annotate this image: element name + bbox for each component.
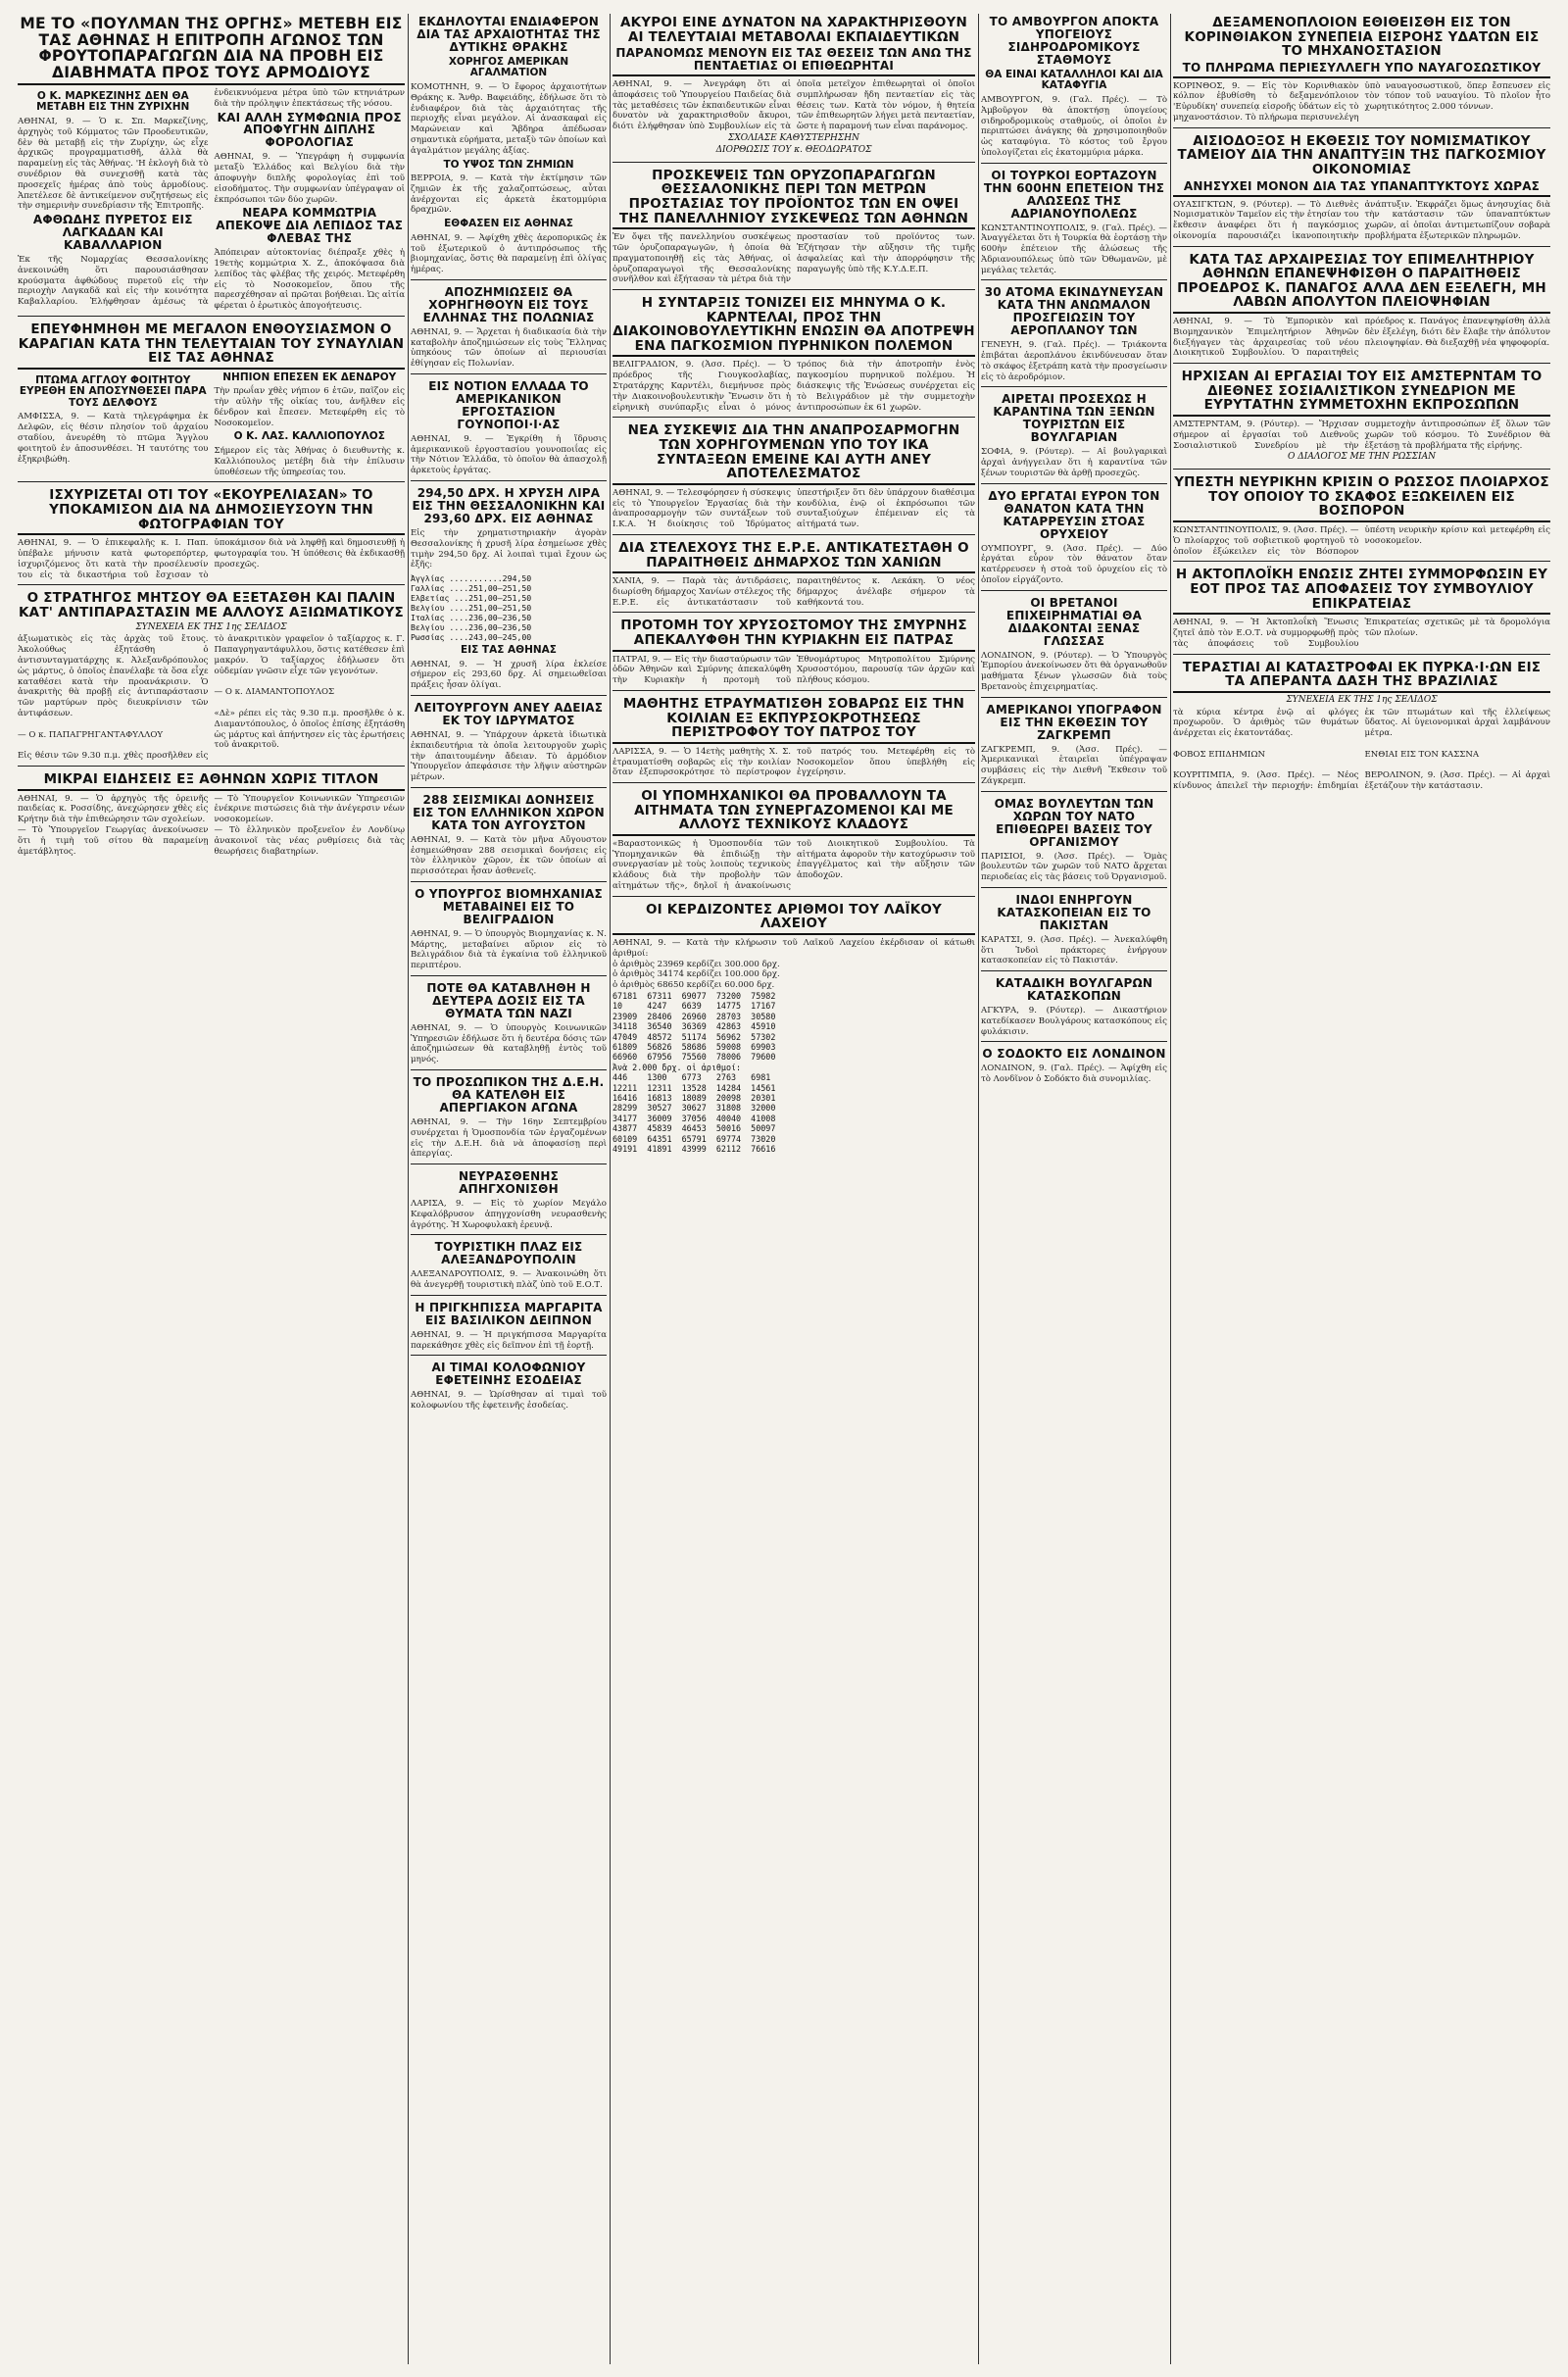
section-note: ΔΙΟΡΘΩΣΙΣ ΤΟΥ κ. ΘΕΟΔΩΡΑΤΟΣ	[715, 144, 872, 155]
subheadline: ΤΟ ΥΨΟΣ ΤΩΝ ΖΗΜΙΩΝ	[443, 158, 574, 171]
article-body: ΑΘΗΝΑΙ, 9. — Τελεσφόρησεν ἡ σύσκεψις εἰς τὸ Ὑπουργεῖον Ἐργασίας διὰ τὴν ἀναπροσαρμογὴν τῶν συντάξεων τοῦ Ι.Κ.Α. Ἡ διοίκησις τοῦ Ἱδρύματος ὑπεστήριξεν ὅτι δὲν ὑπάρχουν διαθέσιμα κονδύλια, ἐνῷ οἱ ἐκπρόσωποι τῶν συνταξιούχων ἐπέμειναν εἰς τὰ αἰτήματά των.	[612, 487, 978, 530]
column-4	[981, 14, 1170, 2364]
article-body: ΑΘΗΝΑΙ, 9. — Ἐγκρίθη ἡ ἵδρυσις ἀμερικανικοῦ ἐργοστασίου γουνοποιΐας εἰς τὴν Νότιον Ἑλλάδα, τὸ ὁποῖον θὰ ἀπασχολῇ ἀρκετοὺς ἐργάτας.	[411, 433, 610, 476]
article-body: Ἐν ὄψει τῆς πανελληνίου συσκέψεως τῶν ὀρυζοπαραγωγῶν, ἡ ὁποία θὰ πραγματοποιηθῇ εἰς τὰς Ἀθήνας, οἱ ὀρυζοπαραγωγοὶ τῆς Θεσσαλονίκης συνῆλθον καὶ ἐξήτασαν τὰ μέτρα διὰ τὴν προστασίαν τοῦ προϊόντος των. Ἐζήτησαν τὴν αὔξησιν τῆς τιμῆς ἀσφαλείας καὶ τὴν ἀπορρόφησιν τῆς παραγωγῆς ὑπὸ τῆς Κ.Υ.Δ.Ε.Π.	[612, 232, 978, 285]
lottery-numbers: 67181 67311 69077 73200 75982 10 4247 6639 14775 17167 23909 28406 26960 28703 30580 34118 36540 36369 42863 45910 47049 48572 51174 56962 57302 61809 56826 58686 59008 69903 66960 67956 75560 78006 79600 Ἀνὰ 2.000 δρχ. οἱ ἀριθμοί: 446 1300 6773 2763 6981 12211 12311 13528 14284 14561 16416 16813 18089 20098 20301 28299 30527 30627 31808 32000 34177 36009 37056 40040 41008 43877 45839 46453 50016 50097 60109 64351 65791 69774 73020 49191 41891 43999 62112 76616	[612, 991, 776, 1155]
column-5	[1173, 14, 1553, 2364]
headline: ΑΚΥΡΟΙ ΕΙΝΕ ΔΥΝΑΤΟΝ ΝΑ ΧΑΡΑΚΤΗΡΙΣΘΟΥΝ ΑΙ ΤΕΛΕΥΤΑΙΑΙ ΜΕΤΑΒΟΛΑΙ ΕΚΠΑΙΔΕΥΤΙΚΩΝ	[619, 15, 968, 45]
headline: ΔΕΞΑΜΕΝΟΠΛΟΙΟΝ ΕΘΙΘΕΙΣΘΗ ΕΙΣ ΤΟΝ ΚΟΡΙΝΘΙΑΚΟΝ ΣΥΝΕΠΕΙΑ ΕΙΣΡΟΗΣ ΥΔΑΤΩΝ ΕΙΣ ΤΟ ΜΗΧΑΝΟΣΤΑΣΙΟΝ	[1184, 15, 1540, 60]
article-general-mitsou	[18, 591, 405, 767]
article-short-news	[18, 772, 405, 861]
article-body: ΑΘΗΝΑΙ, 9. — Ὁ ὑπουργὸς Κοινωνικῶν Ὑπηρεσιῶν ἐδήλωσε ὅτι ἡ δευτέρα δόσις τῶν ἀποζημιώσεων θὰ καταβληθῇ ἐντὸς τοῦ μηνός.	[411, 1022, 610, 1065]
headline: 288 ΣΕΙΣΜΙΚΑΙ ΔΟΝΗΣΕΙΣ ΕΙΣ ΤΟΝ ΕΛΛΗΝΙΚΟΝ ΧΩΡΟΝ ΚΑΤΑ ΤΟΝ ΑΥΓΟΥΣΤΟΝ	[413, 792, 605, 832]
subheadline: ΕΘΦΑΣΕΝ ΕΙΣ ΑΘΗΝΑΣ	[444, 218, 573, 230]
section-note: ΣΧΟΛΙΑΣΕ ΚΑΘΥΣΤΕΡΗΣΗΝ	[728, 133, 859, 144]
article-karagian	[18, 322, 408, 482]
article-body: ΑΜΒΟΥΡΓΟΝ, 9. (Γαλ. Πρές). — Τὸ Ἀμβοῦργον θὰ ἀποκτήσῃ ὑπογείους σιδηροδρομικοὺς σταθμούς, οἱ ὁποῖοι ἐν περιπτώσει ἀνάγκης θὰ χρησιμοποιηθοῦν ὡς καταφύγια. Τὸ κόστος τοῦ ἔργου ὑπολογίζεται εἰς ἑκατομμύρια μάρκα.	[981, 94, 1170, 158]
headline: ΝΕΑΡΑ ΚΟΜΜΩΤΡΙΑ ΑΠΕΚΟΨΕ ΔΙΑ ΛΕΠΙΔΟΣ ΤΑΣ ΦΛΕΒΑΣ ΤΗΣ	[216, 206, 404, 246]
headline: ΔΥΟ ΕΡΓΑΤΑΙ ΕΥΡΟΝ ΤΟΝ ΘΑΝΑΤΟΝ ΚΑΤΑ ΤΗΝ ΚΑΤΑΡΡΕΥΣΙΝ ΣΤΟΑΣ ΟΡΥΧΕΙΟΥ	[988, 488, 1160, 541]
article-body: ΛΟΝΔΙΝΟΝ, 9. (Ρόυτερ). — Ὁ Ὑπουργὸς Ἐμπορίου ἀνεκοίνωσεν ὅτι θὰ ὀργανωθοῦν μαθήματα ξένων γλωσσῶν διὰ τοὺς Βρετανοὺς ἐπιχειρηματίας.	[981, 650, 1170, 692]
article-dei-strike	[411, 1075, 610, 1164]
column-2	[411, 14, 610, 2364]
headline: ΙΣΧΥΡΙΖΕΤΑΙ ΟΤΙ ΤΟΥ «ΕΚΟΥΡΕΛΙΑΣΑΝ» ΤΟ ΥΠΟΚΑΜΙΣΟΝ ΔΙΑ ΝΑ ΔΗΜΟΣΙΕΥΣΟΥΝ ΤΗΝ ΦΩΤΟΓΡΑΦΙΑΝ ΤΟΥ	[18, 488, 405, 535]
headline: ΑΠΟΖΗΜΙΩΣΕΙΣ ΘΑ ΧΟΡΗΓΗΘΟΥΝ ΕΙΣ ΤΟΥΣ ΕΛΛΗΝΑΣ ΤΗΣ ΠΟΛΩΝΙΑΣ	[422, 285, 595, 324]
article-tanker	[1173, 15, 1553, 128]
article-thrace-antiquities	[411, 15, 610, 280]
article-kardelj	[612, 295, 978, 418]
article-imf-report	[1173, 132, 1553, 247]
headline: ΤΟ ΠΡΟΣΩΠΙΚΟΝ ΤΗΣ Δ.Ε.Η. ΘΑ ΚΑΤΕΛΘΗ ΕΙΣ ΑΠΕΡΓΙΑΚΟΝ ΑΓΩΝΑ	[413, 1075, 605, 1114]
article-body: ΚΩΝΣΤΑΝΤΙΝΟΥΠΟΛΙΣ, 9. (Ἀσσ. Πρές). — Ὁ πλοίαρχος τοῦ σοβιετικοῦ φορτηγοῦ τὸ ὁποῖον ἐξώκειλεν εἰς τὸν Βόσπορον ὑπέστη νευρικὴν κρίσιν καὶ μετεφέρθη εἰς νοσοκομεῖον.	[1173, 525, 1553, 557]
subheadline: Ο Κ. ΜΑΡΚΕΖΙΝΗΣ ΔΕΝ ΘΑ ΜΕΤΑΒΗ ΕΙΣ ΤΗΝ ΖΥΡΙΧΗΝ	[36, 89, 190, 114]
article-body: ΠΑΤΡΑΙ, 9. — Εἰς τὴν διασταύρωσιν τῶν ὁδῶν Ἀθηνῶν καὶ Σμύρνης ἀπεκαλύφθη τὴν Κυριακὴν ἡ προτομὴ τοῦ Ἐθνομάρτυρος Μητροπολίτου Σμύρνης Χρυσοστόμου, παρουσίᾳ τῶν ἀρχῶν καὶ πλήθους κόσμου.	[612, 654, 978, 686]
article-hamburg	[981, 15, 1170, 164]
headline: ΔΙΑ ΣΤΕΛΕΧΟΥΣ ΤΗΣ Ε.Ρ.Ε. ΑΝΤΙΚΑΤΕΣΤΑΘΗ Ο ΠΑΡΑΙΤΗΘΕΙΣ ΔΗΜΑΡΧΟΣ ΤΩΝ ΧΑΝΙΩΝ	[612, 541, 975, 573]
headline: ΥΠΕΣΤΗ ΝΕΥΡΙΚΗΝ ΚΡΙΣΙΝ Ο ΡΩΣΣΟΣ ΠΛΟΙΑΡΧΟΣ ΤΟΥ ΟΠΟΙΟΥ ΤΟ ΣΚΑΦΟΣ ΕΞΩΚΕΙΛΕΝ ΕΙΣ ΒΟΣΠΟΡΟΝ	[1173, 475, 1550, 522]
article-body: ΛΟΝΔΙΝΟΝ, 9. (Γαλ. Πρές). — Ἀφίχθη εἰς τὸ Λονδῖνον ὁ Σοδόκτο διὰ συνομιλίας.	[981, 1064, 1170, 1085]
article-beach	[411, 1240, 610, 1296]
article-sub-engineers	[612, 788, 978, 897]
headline: ΟΙ ΒΡΕΤΑΝΟΙ ΕΠΙΧΕΙΡΗΜΑΤΙΑΙ ΘΑ ΔΙΔΑΚΟΝΤΑΙ ΞΕΝΑΣ ΓΛΩΣΣΑΣ	[1005, 595, 1143, 648]
article-student-injured	[612, 696, 978, 783]
article-body: ΓΕΝΕΥΗ, 9. (Γαλ. Πρές). — Τριάκοντα ἐπιβάται ἀεροπλάνου ἐκινδύνευσαν ὅταν τὸ σκάφος ἐξετράπη κατὰ τὴν προσγείωσιν εἰς τὸ ἀεροδρόμιον.	[981, 340, 1170, 382]
article-gold-sovereign	[411, 486, 610, 696]
article-nazi-victims	[411, 981, 610, 1070]
article-body: ΟΥΜΠΟΥΡΓ, 9. (Ἀσσ. Πρές). — Δύο ἐργάται εὗρον τὸν θάνατον ὅταν κατέρρευσεν ἡ στοὰ τοῦ ὀρυχείου εἰς τὸ ὁποῖον εἰργάζοντο.	[981, 543, 1170, 585]
headline: 30 ΑΤΟΜΑ ΕΚΙΝΔΥΝΕΥΣΑΝ ΚΑΤΑ ΤΗΝ ΑΝΩΜΑΛΟΝ ΠΡΟΣΓΕΙΩΣΙΝ ΤΟΥ ΑΕΡΟΠΛΑΝΟΥ ΤΩΝ	[984, 285, 1164, 338]
headline: ΕΠΕΥΦΗΜΗΘΗ ΜΕ ΜΕΓΑΛΟΝ ΕΝΘΟΥΣΙΑΣΜΟΝ Ο ΚΑΡΑΓΙΑΝ ΚΑΤΑ ΤΗΝ ΤΕΛΕΥΤΑΙΑΝ ΤΟΥ ΣΥΝΑΥΛΙΑΝ ΕΙΣ ΤΑΣ ΑΘΗΝΑΣ	[18, 322, 405, 370]
headline: ΠΡΟΣΚΕΨΕΙΣ ΤΩΝ ΟΡΥΖΟΠΑΡΑΓΩΓΩΝ ΘΕΣΣΑΛΟΝΙΚΗΣ ΠΕΡΙ ΤΩΝ ΜΕΤΡΩΝ ΠΡΟΣΤΑΣΙΑΣ ΤΟΥ ΠΡΟΪΟΝΤΟΣ ΤΩΝ ΕΝ ΟΨΕΙ ΤΗΣ ΠΑΝΕΛΛΗΝΙΟΥ ΣΥΣΚΕΨΕΩΣ ΤΩΝ ΑΘΗΝΩΝ	[612, 169, 975, 229]
article-body: ΚΑΡΑΤΣΙ, 9. (Ἀσσ. Πρές). — Ἀνεκαλύφθη ὅτι Ἰνδοὶ πράκτορες ἐνήργουν κατασκοπείαν εἰς τὸ Πακιστάν.	[981, 934, 1170, 966]
subheadline: ΠΤΩΜΑ ΑΓΓΛΟΥ ΦΟΙΤΗΤΟΥ ΕΥΡΕΘΗ ΕΝ ΑΠΟΣΥΝΘΕΣΕΙ ΠΑΡΑ ΤΟΥΣ ΔΕΛΦΟΥΣ	[19, 373, 207, 409]
article-socialist-congress	[1173, 369, 1553, 470]
article-body: ΑΘΗΝΑΙ, 9. — Ἄρχεται ἡ διαδικασία διὰ τὴν καταβολὴν ἀποζημιώσεων εἰς τοὺς Ἕλληνας ὑπηκόους τῶν ὁποίων αἱ περιουσίαι ἐθίγησαν εἰς Πολωνίαν.	[411, 326, 610, 370]
column-rule	[1170, 14, 1171, 2364]
article-body: ΑΜΦΙΣΣΑ, 9. — Κατὰ τηλεγράφημα ἐκ Δελφῶν, εἰς θέσιν πλησίον τοῦ ἀρχαίου σταδίου, ἀνευρέθη τὸ πτῶμα Ἄγγλου φοιτητοῦ ἐν ἀποσυνθέσει. Ἡ ταυτότης του ἐξηκριβώθη.	[18, 412, 212, 465]
article-body: ΑΘΗΝΑΙ, 9. — Ὁ ὑπουργὸς Βιομηχανίας κ. Ν. Μάρτης, μεταβαίνει αὔριον εἰς τὸ Βελιγράδιον διὰ τὰ ἐγκαίνια τοῦ ἑλληνικοῦ περιπτέρου.	[411, 928, 610, 971]
article-unlicensed	[411, 701, 610, 788]
headline: Ο ΥΠΟΥΡΓΟΣ ΒΙΟΜΗΧΑΝΙΑΣ ΜΕΤΑΒΑΙΝΕΙ ΕΙΣ ΤΟ ΒΕΛΙΓΡΑΔΙΟΝ	[415, 886, 603, 926]
article-body: ΚΟΜΟΤΗΝΗ, 9. — Ὁ ἔφορος ἀρχαιοτήτων Θράκης κ. Ἄνθρ. Βαφειάδης, ἐδήλωσε ὅτι τὸ ἐνδιαφέρον διὰ τὰς ἀρχαιότητας τῆς περιοχῆς εἶναι μεγάλον. Αἱ ἀνασκαφαὶ εἰς Μαρώνειαν καὶ Ἄβδηρα ἀπέδωσαν σημαντικὰ εὑρήματα, μεταξὺ τῶν ὁποίων καὶ ἀγαλμάτιον μεγάλης ἀξίας.	[411, 81, 610, 156]
headline: ΜΑΘΗΤΗΣ ΕΤΡΑΥΜΑΤΙΣΘΗ ΣΟΒΑΡΩΣ ΕΙΣ ΤΗΝ ΚΟΙΛΙΑΝ ΕΞ ΕΚΠΥΡΣΟΚΡΟΤΗΣΕΩΣ ΠΕΡΙΣΤΡΟΦΟΥ ΤΟΥ ΠΑΤΡΟΣ ΤΟΥ	[612, 697, 975, 744]
column-1	[18, 14, 408, 2364]
headline: Η ΑΚΤΟΠΛΟΪΚΗ ΕΝΩΣΙΣ ΖΗΤΕΙ ΣΥΜΜΟΡΦΩΣΙΝ ΕΥ ΕΟΤ ΠΡΟΣ ΤΑΣ ΑΠΟΦΑΣΕΙΣ ΤΟΥ ΣΥΜΒΟΥΛΙΟΥ ΕΠΙΚΡΑΤΕΙΑΣ	[1173, 568, 1550, 615]
article-bulgarian-spies	[981, 976, 1170, 1042]
newspaper-page	[18, 14, 1553, 2364]
article-body: Τὴν πρωΐαν χθὲς νήπιον 6 ἐτῶν, παῖζον εἰς τὴν αὐλὴν τῆς οἰκίας του, ἀνῆλθεν εἰς δένδρον καὶ ἔπεσεν. Μετεφέρθη εἰς τὸ Νοσοκομεῖον.	[214, 386, 408, 428]
subheadline: Ο Κ. ΛΑΣ. ΚΑΛΛΙΟΠΟΥΛΟΣ	[233, 430, 385, 443]
headline: ΝΕΥΡΑΣΘΕΝΗΣ ΑΠΗΓΧΟΝΙΣΘΗ	[458, 1169, 560, 1197]
article-rosin	[411, 1361, 610, 1415]
article-plane-landing	[981, 285, 1170, 387]
subheadline: ΘΑ ΕΙΝΑΙ ΚΑΤΑΛΛΗΛΟΙ ΚΑΙ ΔΙΑ ΚΑΤΑΦΥΓΙΑ	[985, 68, 1163, 92]
headline: ΚΑΤΑ ΤΑΣ ΑΡΧΑΙΡΕΣΙΑΣ ΤΟΥ ΕΠΙΜΕΛΗΤΗΡΙΟΥ ΑΘΗΝΩΝ ΕΠΑΝΕΨΗΦΙΣΘΗ Ο ΠΑΡΑΙΤΗΘΕΙΣ ΠΡΟΕΔΡΟΣ Κ. ΠΑΝΑΓΟΣ ΑΛΛΑ ΔΕΝ ΕΞΕΛΕΓΗ, ΜΗ ΛΑΒΩΝ ΑΠΟΛΥΤΟΝ ΠΛΕΙΟΨΗΦΙΑΝ	[1173, 253, 1550, 314]
article-body: ΑΜΣΤΕΡΝΤΑΜ, 9. (Ρόυτερ). — Ἤρχισαν σήμερον αἱ ἐργασίαι τοῦ Διεθνοῦς Σοσιαλιστικοῦ Συνεδρίου μὲ τὴν συμμετοχὴν ἀντιπροσώπων ἐξ ὅλων τῶν χωρῶν τοῦ κόσμου. Τὸ Συνέδριον θὰ ἐξετάσῃ τὰ προβλήματα τῆς εἰρήνης.	[1173, 419, 1553, 451]
article-body: ΠΑΡΙΣΙΟΙ, 9. (Ἀσσ. Πρές). — Ὁμὰς βουλευτῶν τῶν χωρῶν τοῦ ΝΑΤΟ ἄρχεται περιοδείας εἰς τὰς βάσεις τοῦ Ὀργανισμοῦ.	[981, 851, 1170, 883]
article-ika-pensions	[612, 422, 978, 535]
article-fruit-growers	[18, 15, 408, 317]
subheadline: ΕΙΣ ΤΑΣ ΑΘΗΝΑΣ	[461, 644, 557, 657]
article-chania-mayor	[612, 539, 978, 614]
article-body: ΑΘΗΝΑΙ, 9. — Ὁ ἀρχηγὸς τῆς ὀρεινῆς παιδείας κ. Ροσσίδης, ἀνεχώρησεν χθὲς εἰς Κρήτην διὰ τὴν ἐπιθεώρησιν τῶν σχολείων. — Τὸ Ὑπουργεῖον Γεωργίας ἀνεκοίνωσεν ὅτι ἡ τιμὴ τοῦ σίτου θὰ παραμείνῃ ἀμετάβλητος. — Τὸ Ὑπουργεῖον Κοινωνικῶν Ὑπηρεσιῶν ἐνέκρινε πιστώσεις διὰ τὴν ἀνέγερσιν νέων νοσοκομείων. — Τὸ ἑλληνικὸν προξενεῖον ἐν Λονδίνῳ ἀνακοινοῖ τὰς νέας ρυθμίσεις διὰ τὰς θεωρήσεις διαβατηρίων.	[18, 793, 405, 857]
headline: ΑΙΣΙΟΔΟΞΟΣ Η ΕΚΘΕΣΙΣ ΤΟΥ ΝΟΜΙΣΜΑΤΙΚΟΥ ΤΑΜΕΙΟΥ ΔΙΑ ΤΗΝ ΑΝΑΠΤΥΞΙΝ ΤΗΣ ΠΑΓΚΟΣΜΙΟΥ ΟΙΚΟΝΟΜΙΑΣ	[1177, 132, 1546, 178]
gold-rates-table: Ἀγγλίας ...........294,50 Γαλλίας ....251,00—251,50 Ελβετίας ...251,00—251,50 Βελγίου ....251,00—251,50 Ιταλίας ....236,00—236,50 Βελγίου ....236,00—236,50 Ρωσσίας ....243,00—245,00	[411, 573, 532, 643]
subheadline: ΑΝΗΣΥΧΕΙ ΜΟΝΟΝ ΔΙΑ ΤΑΣ ΥΠΑΝΑΠΤΥΚΤΟΥΣ ΧΩΡΑΣ	[1173, 180, 1550, 197]
article-body: «Βαραστονικῶς ἡ Ὁμοσπονδία τῶν Ὑπομηχανικῶν θὰ ἐπιδιώξῃ τὴν συνεργασίαν μὲ τοὺς λοιποὺς τεχνικοὺς κλάδους διὰ τὴν προβολὴν τῶν αἰτημάτων τῆς», δηλοῖ ἡ ἀνακοίνωσις τοῦ Διοικητικοῦ Συμβουλίου. Τὰ αἰτήματα ἀφοροῦν τὴν κατοχύρωσιν τοῦ ἐπαγγέλματος καὶ τὴν αὔξησιν τῶν ἀποδοχῶν.	[612, 838, 978, 892]
article-body: ΛΑΡΙΣΑ, 9. — Εἰς τὸ χωρίον Μεγάλο Κεφαλόβρυσον ἀπηγχονίσθη νευρασθενὴς ἀγρότης. Ἡ Χωροφυλακὴ ἐρευνᾷ.	[411, 1199, 610, 1230]
article-body: ΑΛΕΞΑΝΔΡΟΥΠΟΛΙΣ, 9. — Ἀνακοινώθη ὅτι θὰ ἀνεγερθῇ τουριστικὴ πλὰζ ὑπὸ τοῦ Ε.Ο.Τ.	[411, 1269, 610, 1291]
section-note: Ο ΔΙΑΛΟΓΟΣ ΜΕ ΤΗΝ ΡΩΣΣΙΑΝ	[1288, 452, 1436, 463]
headline: ΜΙΚΡΑΙ ΕΙΔΗΣΕΙΣ ΕΞ ΑΘΗΝΩΝ ΧΩΡΙΣ ΤΙΤΛΟΝ	[18, 772, 405, 791]
headline: ΕΙΣ ΝΟΤΙΟΝ ΕΛΛΑΔΑ ΤΟ ΑΜΕΡΙΚΑΝΙΚΟΝ ΕΡΓΟΣΤΑΣΙΟΝ ΓΟΥΝΟΠΟΙ·Ι·ΑΣ	[428, 379, 589, 431]
article-nato-deputies	[981, 796, 1170, 888]
article-body: ΑΘΗΝΑΙ, 9. — Τὸ Ἐμπορικὸν καὶ Βιομηχανικὸν Ἐπιμελητήριον Ἀθηνῶν διεξήγαγεν τὰς ἀρχαιρεσίας τοῦ νέου Διοικητικοῦ Συμβουλίου. Ὁ παραιτηθεὶς πρόεδρος κ. Πανάγος ἐπανεψηφίσθη ἀλλὰ δὲν ἐξελέγη, διότι δὲν ἔλαβε τὴν ἀπόλυτον πλειοψηφίαν. Θὰ διεξαχθῇ νέα ψηφοφορία.	[1173, 317, 1553, 359]
article-poland-compensation	[411, 285, 610, 374]
article-suicide	[411, 1169, 610, 1235]
article-body: ΑΘΗΝΑΙ, 9. — Ὑπεγράφη ἡ συμφωνία μεταξὺ Ἑλλάδος καὶ Βελγίου διὰ τὴν ἀποφυγὴν διπλῆς φορολογίας ἐπὶ τοῦ εἰσοδήματος. Τὴν συμφωνίαν ὑπέγραψαν οἱ ἐκπρόσωποι τῶν δύο χωρῶν.	[214, 152, 408, 205]
article-mine-collapse	[981, 488, 1170, 591]
headline: ΤΕΡΑΣΤΙΑΙ ΑΙ ΚΑΤΑΣΤΡΟΦΑΙ ΕΚ ΠΥΡΚΑ·Ι·ΩΝ ΕΙΣ ΤΑ ΑΠΕΡΑΝΤΑ ΔΑΣΗ ΤΗΣ ΒΡΑΖΙΛΙΑΣ	[1173, 661, 1550, 693]
article-british-languages	[981, 595, 1170, 698]
article-teachers	[612, 15, 978, 163]
article-earthquakes	[411, 792, 610, 882]
headline: ΟΙ ΚΕΡΔΙΖΟΝΤΕΣ ΑΡΙΘΜΟΙ ΤΟΥ ΛΑΪΚΟΥ ΛΑΧΕΙΟΥ	[612, 903, 975, 935]
headline: Ο ΣΤΡΑΤΗΓΟΣ ΜΗΤΣΟΥ ΘΑ ΕΞΕΤΑΣΘΗ ΚΑΙ ΠΑΛΙΝ ΚΑΤ' ΑΝΤΙΠΑΡΑΣΤΑΣΙΝ ΜΕ ΑΛΛΟΥΣ ΑΞΙΩΜΑΤΙΚΟΥΣ	[19, 590, 404, 620]
article-body: ΑΘΗΝΑΙ, 9. — Ἡ χρυσῆ λίρα ἐκλείσε σήμερον εἰς 293,60 δρχ. Αἱ σημειωθεῖσαι πράξεις ἦσαν ὀλίγαι.	[411, 659, 610, 691]
article-body: ΑΘΗΝΑΙ, 9. — Ὁ ἐπικεφαλῆς κ. Ι. Παπ. ὑπέβαλε μήνυσιν κατὰ φωτορεπόρτερ, ἰσχυριζόμενος ὅτι κατὰ τὴν προσέλευσίν του εἰς τὰ δικαστήρια τοῦ ἔσχισαν τὸ ὑποκάμισον διὰ νὰ ληφθῇ καὶ δημοσιευθῇ ἡ φωτογραφία του. Ἡ ὑπόθεσις θὰ ἐκδικασθῇ προσεχῶς.	[18, 538, 408, 580]
article-brazil-fires	[1173, 661, 1550, 796]
article-adrianople	[981, 168, 1170, 281]
article-body: ΣΟΦΙΑ, 9. (Ρόυτερ). — Αἱ βουλγαρικαὶ ἀρχαὶ ἀνήγγειλαν ὅτι ἡ καραντίνα τῶν ξένων τουριστῶν θὰ ἀρθῇ προσεχῶς.	[981, 447, 1170, 478]
article-body: ΒΕΛΙΓΡΑΔΙΟΝ, 9. (Ἀσσ. Πρές). — Ὁ πρόεδρος τῆς Γιουγκοσλαβίας, Στρατάρχης Καρντέλι, διεμήνυσε πρὸς τὴν Διακοινοβουλευτικὴν Ἔνωσιν ὅτι ἡ εἰρηνικὴ συνύπαρξις εἶναι ὁ μόνος τρόπος διὰ τὴν ἀποτροπὴν ἑνὸς παγκοσμίου πυρηνικοῦ πολέμου. Ἡ διάσκεψις τῆς Ἑνώσεως συνέρχεται εἰς τὸ Βελιγράδιον μὲ τὴν συμμετοχὴν ἀντιπροσώπων ἐκ 61 χωρῶν.	[612, 360, 978, 413]
column-rule	[610, 14, 611, 2364]
headline: ΤΟ ΑΜΒΟΥΡΓΟΝ ΑΠΟΚΤΑ ΥΠΟΓΕΙΟΥΣ ΣΙΔΗΡΟΔΡΟΜΙΚΟΥΣ ΣΤΑΘΜΟΥΣ	[989, 15, 1159, 67]
column-3	[612, 14, 978, 2364]
headline: ΕΚΔΗΛΟΥΤΑΙ ΕΝΔΙΑΦΕΡΟΝ ΔΙΑ ΤΑΣ ΑΡΧΑΙΟΤΗΤΑΣ ΤΗΣ ΔΥΤΙΚΗΣ ΘΡΑΚΗΣ	[416, 15, 601, 54]
article-body: ΑΘΗΝΑΙ, 9. — Κατὰ τὴν κλήρωσιν τοῦ Λαϊκοῦ Λαχείου ἐκέρδισαν οἱ κάτωθι ἀριθμοί: ὁ ἀριθμὸς 23969 κερδίζει 300.000 δρχ. ὁ ἀριθμὸς 34174 κερδίζει 100.000 δρχ. ὁ ἀριθμὸς 68650 κερδίζει 60.000 δρχ.	[612, 938, 975, 991]
article-body: ΒΕΡΡΟΙΑ, 9. — Κατὰ τὴν ἐκτίμησιν τῶν ζημιῶν ἐκ τῆς χαλαζοπτώσεως, αὗται ἀνέρχονται εἰς ἀρκετὰ ἑκατομμύρια δραχμῶν.	[411, 173, 610, 216]
headline: ΠΡΟΤΟΜΗ ΤΟΥ ΧΡΥΣΟΣΤΟΜΟΥ ΤΗΣ ΣΜΥΡΝΗΣ ΑΠΕΚΑΛΥΦΘΗ ΤΗΝ ΚΥΡΙΑΚΗΝ ΕΙΣ ΠΑΤΡΑΣ	[612, 619, 975, 651]
article-body: ΑΘΗΝΑΙ, 9. — Ὑπάρχουν ἀρκετὰ ἰδιωτικὰ ἐκπαιδευτήρια τὰ ὁποῖα λειτουργοῦν χωρὶς τὴν ἀπαιτουμένην ἄδειαν. Τὸ ἁρμόδιον Ὑπουργεῖον ἀπεφάσισε τὴν λῆψιν αὐστηρῶν μέτρων.	[411, 729, 610, 783]
column-rule	[408, 14, 409, 2364]
headline: ΑΙ ΤΙΜΑΙ ΚΟΛΟΦΩΝΙΟΥ ΕΦΕΤΕΙΝΗΣ ΕΣΟΔΕΙΑΣ	[431, 1361, 586, 1388]
subheadline: ΧΟΡΗΓΟΣ ΑΜΕΡΙΚΑΝ ΑΓΑΛΜΑΤΙΟΝ	[448, 55, 569, 79]
headline: ΑΦΘΩΔΗΣ ΠΥΡΕΤΟΣ ΕΙΣ ΛΑΓΚΑΔΑΝ ΚΑΙ ΚΑΒΑΛΛΑΡΙΟΝ	[32, 213, 193, 253]
article-body: ΚΩΝΣΤΑΝΤΙΝΟΥΠΟΛΙΣ, 9. (Γαλ. Πρές). — Ἀναγγέλεται ὅτι ἡ Τουρκία θὰ ἑορτάσῃ τὴν 600ὴν ἐπέτειον τῆς ἁλώσεως τῆς Ἀδριανουπόλεως ὑπὸ τῶν Ὀθωμανῶν, μὲ μεγάλας τελετάς.	[981, 223, 1170, 275]
headline: ΟΜΑΣ ΒΟΥΛΕΥΤΩΝ ΤΩΝ ΧΩΡΩΝ ΤΟΥ ΝΑΤΟ ΕΠΙΘΕΩΡΕΙ ΒΑΣΕΙΣ ΤΟΥ ΟΡΓΑΝΙΣΜΟΥ	[994, 796, 1154, 849]
headline: ΠΟΤΕ ΘΑ ΚΑΤΑΒΛΗΘΗ Η ΔΕΥΤΕΡΑ ΔΟΣΙΣ ΕΙΣ ΤΑ ΘΥΜΑΤΑ ΤΩΝ ΝΑΖΙ	[426, 981, 591, 1020]
article-indian-spies	[981, 892, 1170, 971]
article-chrysostomos-bust	[612, 618, 978, 691]
headline: ΜΕ ΤΟ «ΠΟΥΛΜΑΝ ΤΗΣ ΟΡΓΗΣ» ΜΕΤΕΒΗ ΕΙΣ ΤΑΣ ΑΘΗΝΑΣ Η ΕΠΙΤΡΟΠΗ ΑΓΩΝΟΣ ΤΩΝ ΦΡΟΥΤΟΠΑΡΑΓΩΓΩΝ ΔΙΑ ΝΑ ΠΡΟΒΗ ΕΙΣ ΔΙΑΒΗΜΑΤΑ ΠΡΟΣ ΤΟΥΣ ΑΡΜΟΔΙΟΥΣ	[18, 16, 405, 85]
article-body: ΑΘΗΝΑΙ, 9. — Ἡ Ἀκτοπλοΐκὴ Ἕνωσις ζητεῖ ἀπὸ τὸν Ε.Ο.Τ. νὰ συμμορφωθῇ πρὸς τὰς ἀποφάσεις τοῦ Συμβουλίου Ἐπικρατείας σχετικῶς μὲ τὰ δρομολόγια τῶν πλοίων.	[1173, 618, 1553, 649]
subheadline: ΝΗΠΙΟΝ ΕΠΕΣΕΝ ΕΚ ΔΕΝΔΡΟΥ	[222, 371, 397, 383]
article-body: ΑΘΗΝΑΙ, 9. — Τὴν 16ην Σεπτεμβρίου συνέρχεται ἡ Ὁμοσπονδία τῶν ἐργαζομένων εἰς τὴν Δ.Ε.Η. διὰ νὰ ἀποφασίσῃ περὶ ἀπεργίας.	[411, 1116, 610, 1160]
article-chamber-elections	[1173, 251, 1553, 365]
headline: ΛΕΙΤΟΥΡΓΟΥΝ ΑΝΕΥ ΑΔΕΙΑΣ ΕΚ ΤΟΥ ΙΔΡΥΜΑΤΟΣ	[414, 701, 604, 727]
article-zagreb-fair	[981, 702, 1170, 792]
headline: ΟΙ ΥΠΟΜΗΧΑΝΙΚΟΙ ΘΑ ΠΡΟΒΑΛΛΟΥΝ ΤΑ ΑΙΤΗΜΑΤΑ ΤΩΝ ΣΥΝΕΡΓΑΖΟΜΕΝΟΙ ΚΑΙ ΜΕ ΑΛΛΟΥΣ ΤΕΧΝΙΚΟΥΣ ΚΛΑΔΟΥΣ	[612, 789, 975, 836]
headline: ΑΙΡΕΤΑΙ ΠΡΟΣΕΧΩΣ Η ΚΑΡΑΝΤΙΝΑ ΤΩΝ ΞΕΝΩΝ ΤΟΥΡΙΣΤΩΝ ΕΙΣ ΒΟΥΛΓΑΡΙΑΝ	[993, 392, 1155, 445]
article-fur-factory	[411, 379, 610, 481]
continuation-note: ΣΥΝΕΧΕΙΑ ΕΚ ΤΗΣ 1ης ΣΕΛΙΔΟΣ	[135, 621, 287, 632]
article-body: ΑΘΗΝΑΙ, 9. — Ὡρίσθησαν αἱ τιμαὶ τοῦ κολοφωνίου τῆς ἐφετεινῆς ἐσοδείας.	[411, 1390, 610, 1411]
article-body: ΑΘΗΝΑΙ, 9. — Ὁ κ. Σπ. Μαρκεζίνης, ἀρχηγὸς τοῦ Κόμματος τῶν Προοδευτικῶν, δὲν θὰ μεταβῇ εἰς τὴν Ζυρίχην, ὡς εἶχε ἀρχικῶς προγραμματισθῆ, ἀλλὰ θὰ παραμείνῃ εἰς τὰς Ἀθήνας. 'Η ἐκλογὴ διὰ τὸ συνέδριον θὰ συνεχισθῇ κατὰ τὰς προσεχεῖς ἡμέρας ἀπὸ τοὺς ἀρμοδίους. Ἀπετέλεσε δὲ ἀντικείμενον συζητήσεως εἰς τὴν σημερινὴν συνεδρίασιν τῆς Ἐπιτροπῆς.	[18, 117, 212, 212]
headline: ΑΜΕΡΙΚΑΝΟΙ ΥΠΟΓΡΑΦΟΝ ΕΙΣ ΤΗΝ ΕΚΘΕΣΙΝ ΤΟΥ ΖΑΓΚΡΕΜΠ	[986, 702, 1162, 742]
continuation-note: ΣΥΝΕΧΕΙΑ ΕΚ ΤΗΣ 1ης ΣΕΛΙΔΟΣ	[1286, 694, 1438, 705]
subheadline: ΠΑΡΑΝΟΜΩΣ ΜΕΝΟΥΝ ΕΙΣ ΤΑΣ ΘΕΣΕΙΣ ΤΩΝ ΑΝΩ ΤΗΣ ΠΕΝΤΑΕΤΙΑΣ ΟΙ ΕΠΙΘΕΩΡΗΤΑΙ	[612, 47, 975, 76]
article-body: ἀξιωματικὸς εἰς τὰς ἀρχὰς τοῦ ἔτους. Ἀκολούθως ἐξητάσθη ὁ ἀντισυνταγματάρχης κ. Ἀλεξανδρόπουλος ὡς μάρτυς, ὁ ὁποῖος ἐπανέλαβε τὰ ὅσα εἶχε καταθέσει κατὰ τὴν προανάκρισιν. Ὁ ἀνακριτὴς θὰ προβῇ εἰς ἀντιπαράστασιν τῶν μαρτύρων πρὸς διευκρίνισιν τῶν ἀντιφάσεων. — Ο κ. ΠΑΠΑΓΡΗΓΑΝΤΑΦΥΛΛΟΥ Εἰς θέσιν τῶν 9.30 π.μ. χθὲς προσῆλθεν εἰς τὸ ἀνακριτικὸν γραφεῖον ὁ ταξίαρχος κ. Γ. Παπαγρηγαντάφυλλου, ὅστις κατέθεσεν ἐπὶ μακρόν. Ὁ ταξίαρχος ἐδήλωσεν ὅτι οὐδεμίαν γνῶσιν εἶχε τῶν γεγονότων. — Ο κ. ΔΙΑΜΑΝΤΟΠΟΥΛΟΣ «Δὲ» ρέπει εἰς τὰς 9.30 π.μ. προσῆλθε ὁ κ. Διαμαντόπουλος, ὁ ὁποῖος ἐπίσης ἐξητάσθη ὡς μάρτυς καὶ ἀπήντησεν εἰς τὰς ἐρωτήσεις τοῦ ἀνακριτοῦ.	[18, 634, 405, 762]
article-body: ΧΑΝΙΑ, 9. — Παρὰ τὰς ἀντιδράσεις, διωρίσθη δήμαρχος Χανίων στέλεχος τῆς Ε.Ρ.Ε. εἰς ἀντικατάστασιν τοῦ παραιτηθέντος κ. Λεκάκη. Ὁ νέος δήμαρχος ἀνέλαβε σήμερον τὰ καθήκοντά του.	[612, 576, 978, 608]
headline: Η ΠΡΙΓΚΗΠΙΣΣΑ ΜΑΡΓΑΡΙΤΑ ΕΙΣ ΒΑΣΙΛΙΚΟΝ ΔΕΙΠΝΟΝ	[415, 1300, 603, 1327]
article-body: Ἀπόπειραν αὐτοκτονίας διέπραξε χθὲς ἡ 19ετὴς κομμώτρια Χ. Ζ., ἀποκόψασα διὰ λεπίδος τὰς φλέβας τῆς χειρός. Μετεφέρθη εἰς τὸ Νοσοκομεῖον, ὅπου τῆς παρεσχέθησαν αἱ πρῶται βοήθειαι. Ὡς αἰτία φέρεται ὁ ἐρωτικὸς ἀπογοήτευσις.	[214, 248, 408, 312]
headline: ΚΑΙ ΑΛΛΗ ΣΥΜΦΩΝΙΑ ΠΡΟΣ ΑΠΟΦΥΓΗΝ ΔΙΠΛΗΣ ΦΟΡΟΛΟΓΙΑΣ	[217, 110, 402, 150]
article-body: ΖΑΓΚΡΕΜΠ, 9. (Ἀσσ. Πρές). — Ἀμερικανικαὶ ἑταιρεῖαι ὑπέγραψαν συμβάσεις εἰς τὴν Διεθνῆ Ἔκθεσιν τοῦ Ζάγκρεμπ.	[981, 744, 1170, 786]
article-quarantine	[981, 392, 1170, 483]
headline: ΝΕΑ ΣΥΣΚΕΨΙΣ ΔΙΑ ΤΗΝ ΑΝΑΠΡΟΣΑΡΜΟΓΗΝ ΤΩΝ ΧΟΡΗΓΟΥΜΕΝΩΝ ΥΠΟ ΤΟΥ ΙΚΑ ΣΥΝΤΑΞΕΩΝ ΕΜΕΙΝΕ ΚΑΙ ΑΥΤΗ ΑΝΕΥ ΑΠΟΤΕΛΕΣΜΑΤΟΣ	[612, 423, 975, 484]
article-coastal-union	[1173, 567, 1553, 654]
article-russian-captain	[1173, 474, 1553, 562]
article-body: ΑΘΗΝΑΙ, 9. — Κατὰ τὸν μῆνα Αὔγουστον ἐσημειώθησαν 288 σεισμικαὶ δονήσεις εἰς τὸν ἑλληνικὸν χῶρον, ἐκ τῶν ὁποίων αἱ περισσότεραι ἦσαν ἀσθενεῖς.	[411, 834, 610, 877]
column-rule	[978, 14, 979, 2364]
article-body: Εἰς τὴν χρηματιστηριακὴν ἀγορὰν Θεσσαλονίκης ἡ χρυσῆ λίρα ἐσημείωσε χθὲς τιμὴν 294,50 δρχ. Αἱ λοιπαὶ τιμαὶ ἔχουν ὡς ἑξῆς:	[411, 527, 610, 570]
headline: 294,50 ΔΡΧ. Η ΧΡΥΣΗ ΛΙΡΑ ΕΙΣ ΤΗΝ ΘΕΣΣΑΛΟΝΙΚΗΝ ΚΑΙ 293,60 ΔΡΧ. ΕΙΣ ΑΘΗΝΑΣ	[412, 486, 606, 525]
article-body: Ἐκ τῆς Νομαρχίας Θεσσαλονίκης ἀνεκοινώθη ὅτι παρουσιάσθησαν κρούσματα ἀφθώδους πυρετοῦ εἰς τὴν περιοχὴν Λαγκαδᾶ καὶ εἰς τὴν κοινότητα Καβαλλαρίου. Ἐλήφθησαν ἀμέσως τὰ ἐνδεικνυόμενα μέτρα ὑπὸ τῶν κτηνιάτρων διὰ τὴν πρόληψιν ἐπεκτάσεως τῆς νόσου.	[18, 87, 408, 308]
article-shirt-photo	[18, 487, 408, 585]
headline: ΟΙ ΤΟΥΡΚΟΙ ΕΟΡΤΑΖΟΥΝ ΤΗΝ 600ΗΝ ΕΠΕΤΕΙΟΝ ΤΗΣ ΑΛΩΣΕΩΣ ΤΗΣ ΑΔΡΙΑΝΟΥΠΟΛΕΩΣ	[983, 168, 1165, 221]
article-body: ΑΘΗΝΑΙ, 9. — Ἡ πριγκήπισσα Μαργαρίτα παρεκάθησε χθὲς εἰς δεῖπνον ἐπὶ τῇ ἑορτῇ.	[411, 1329, 610, 1351]
article-body: ΑΘΗΝΑΙ, 9. — Ἀφίχθη χθὲς ἀεροπορικῶς ἐκ τοῦ ἐξωτερικοῦ ὁ ἀντιπρόσωπος τῆς βιομηχανίας, ὅστις θὰ παραμείνῃ ἐπὶ ὀλίγας ἡμέρας.	[411, 232, 610, 275]
headline: ΚΑΤΑΔΙΚΗ ΒΟΥΛΓΑΡΩΝ ΚΑΤΑΣΚΟΠΩΝ	[995, 976, 1153, 1004]
article-rice-growers	[612, 167, 978, 290]
article-lottery	[612, 903, 975, 1159]
article-industry-minister	[411, 886, 610, 976]
article-body: ΚΟΡΙΝΘΟΣ, 9. — Εἰς τὸν Κορινθιακὸν κόλπον ἐβυθίσθη τὸ δεξαμενόπλοιον 'Εὐρυδίκη' συνεπείᾳ εἰσροῆς ὑδάτων εἰς τὸ μηχανοστάσιον. Τὸ πλήρωμα περισυνελέγη ὑπὸ ναυαγοσωστικοῦ, ὅπερ ἔσπευσεν εἰς τὸν τόπον τοῦ ναυαγίου. Τὸ πλοῖον ἦτο χωρητικότητος 2.000 τόννων.	[1173, 80, 1553, 124]
headline: Ο ΣΟΔΟΚΤΟ ΕΙΣ ΛΟΝΔΙΝΟΝ	[982, 1047, 1166, 1062]
article-body: ΑΓΚΥΡΑ, 9. (Ρόυτερ). — Δικαστήριον κατεδίκασεν Βουλγάρους κατασκόπους εἰς φυλάκισιν.	[981, 1006, 1170, 1037]
article-london	[981, 1047, 1170, 1089]
headline: ΙΝΔΟΙ ΕΝΗΡΓΟΥΝ ΚΑΤΑΣΚΟΠΕΙΑΝ ΕΙΣ ΤΟ ΠΑΚΙΣΤΑΝ	[997, 892, 1152, 932]
subheadline: ΤΟ ΠΛΗΡΩΜΑ ΠΕΡΙΕΣΥΛΛΕΓΗ ΥΠΟ ΝΑΥΑΓΟΣΩΣΤΙΚΟΥ	[1173, 62, 1550, 78]
article-body: ΟΥΑΣΙΓΚΤΩΝ, 9. (Ρόυτερ). — Τὸ Διεθνὲς Νομισματικὸν Ταμεῖον εἰς τὴν ἐτησίαν του ἔκθεσιν ἀναφέρει ὅτι ἡ παγκόσμιος οἰκονομία παρουσιάζει ἱκανοποιητικὴν ἀνάπτυξιν. Ἐκφράζει ὅμως ἀνησυχίας διὰ τὴν κατάστασιν τῶν ὑπαναπτύκτων χωρῶν, αἱ ὁποῖαι ἀντιμετωπίζουν σοβαρὰ προβλήματα ἐξωτερικῶν πληρωμῶν.	[1173, 199, 1553, 241]
article-body: Σήμερον εἰς τὰς Ἀθήνας ὁ διευθυντὴς κ. Καλλιόπουλος μετέβη διὰ τὴν ἐπίλυσιν ὑποθέσεων τῆς ὑπηρεσίας του.	[214, 446, 408, 477]
headline: Η ΣΥΝΤΑΡΞΙΣ ΤΟΝΙΖΕΙ ΕΙΣ ΜΗΝΥΜΑ Ο Κ. ΚΑΡΝΤΕΛΑΙ, ΠΡΟΣ ΤΗΝ ΔΙΑΚΟΙΝΟΒΟΥΛΕΥΤΙΚΗΝ ΕΝΩΣΙΝ ΘΑ ΑΠΟΤΡΕΨΗ ΕΝΑ ΠΑΓΚΟΣΜΙΟΝ ΠΥΡΗΝΙΚΟΝ ΠΟΛΕΜΟΝ	[612, 296, 975, 357]
article-princess	[411, 1300, 610, 1357]
article-body: τὰ κύρια κέντρα ἐνῷ αἱ φλόγες προχωροῦν. Ὁ ἀριθμὸς τῶν θυμάτων ἀνέρχεται εἰς ἑκατοντάδας. ΦΟΒΟΣ ΕΠΙΔΗΜΙΩΝ ΚΟΥΡΙΤΙΜΠΑ, 9. (Ἀσσ. Πρές). — Νέος κίνδυνος ἀπειλεῖ τὴν περιοχήν: ἐπιδημίαι ἐκ τῶν πτωμάτων καὶ τῆς ἐλλείψεως ὕδατος. Αἱ ὑγειονομικαὶ ἀρχαὶ λαμβάνουν μέτρα. ΕΝΘΙΑΙ ΕΙΣ ΤΟΝ ΚΑΣΣΝΑ ΒΕΡΟΛΙΝΟΝ, 9. (Ἀσσ. Πρές). — Αἱ ἀρχαὶ ἐξετάζουν τὴν κατάστασιν.	[1173, 707, 1550, 792]
headline: ΗΡΧΙΣΑΝ ΑΙ ΕΡΓΑΣΙΑΙ ΤΟΥ ΕΙΣ ΑΜΣΤΕΡΝΤΑΜ ΤΟ ΔΙΕΘΝΕΣ ΣΟΣΙΑΛΙΣΤΙΚΟΝ ΣΥΝΕΔΡΙΟΝ ΜΕ ΕΥΡΥΤΑΤΗΝ ΣΥΜΜΕΤΟΧΗΝ ΕΚΠΡΟΣΩΠΩΝ	[1173, 370, 1550, 417]
headline: ΤΟΥΡΙΣΤΙΚΗ ΠΛΑΖ ΕΙΣ ΑΛΕΞΑΝΔΡΟΥΠΟΛΙΝ	[434, 1240, 583, 1267]
article-body: ΛΑΡΙΣΣΑ, 9. — Ὁ 14ετὴς μαθητὴς Χ. Σ. ἐτραυματίσθη σοβαρῶς εἰς τὴν κοιλίαν ὅταν ἐξεπυρσοκρότησε τὸ περίστροφον τοῦ πατρός του. Μετεφέρθη εἰς τὸ Νοσοκομεῖον ὅπου ὑπεβλήθη εἰς ἐγχείρησιν.	[612, 746, 978, 778]
article-body: ΑΘΗΝΑΙ, 9. — Ἀνεγράφη ὅτι αἱ ἀποφάσεις τοῦ Ὑπουργείου Παιδείας διὰ τὰς μεταθέσεις τῶν ἐκπαιδευτικῶν εἶναι δυνατὸν νὰ χαρακτηρισθοῦν ἄκυροι, διότι ἐλήφθησαν ὑπὸ Συμβουλίων εἰς τὰ ὁποῖα μετεῖχον ἐπιθεωρηταὶ οἱ ὁποῖοι συμπλήρωσαν ἤδη πενταετίαν εἰς τὰς θέσεις των. Κατὰ τὸν νόμον, ἡ θητεία τῶν ἐπιθεωρητῶν λήγει μετὰ πενταετίαν, ὥστε ἡ παραμονή των εἶναι παράνομος.	[612, 79, 978, 132]
